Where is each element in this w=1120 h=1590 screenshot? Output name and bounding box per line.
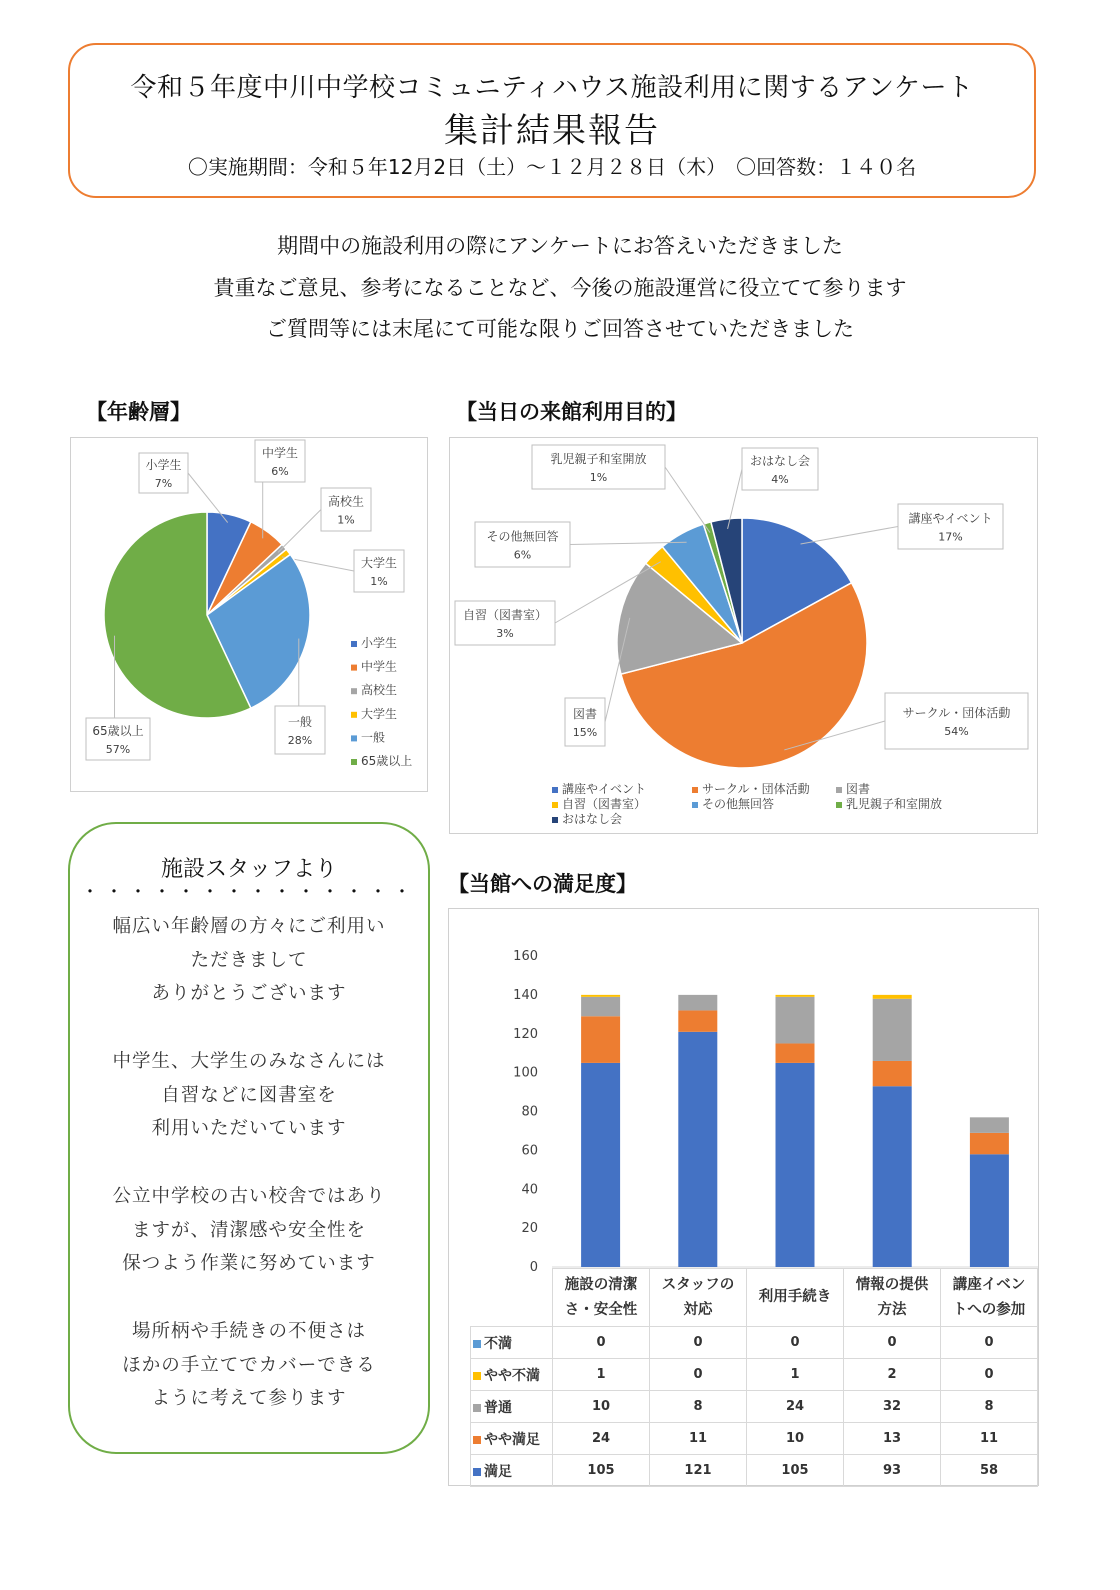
callout-leader xyxy=(801,527,898,545)
header-box xyxy=(68,43,1036,198)
series-label: やや満足 xyxy=(471,1423,553,1455)
table-row xyxy=(471,1327,1038,1359)
slice-value: 57% xyxy=(105,743,131,756)
table-cell: 2 xyxy=(844,1359,941,1391)
satisfaction-bar-chart xyxy=(448,908,1039,1278)
series-label: やや不満 xyxy=(471,1359,553,1391)
intro-line-2: 貴重なご意見、参考になることなど、今後の施設運営に役立てて参ります xyxy=(213,276,907,300)
legend-swatch xyxy=(552,787,558,793)
series-swatch xyxy=(473,1340,481,1348)
bar-segment xyxy=(970,1154,1009,1267)
table-cell: 105 xyxy=(553,1455,650,1487)
legend-label: 講座やイベント xyxy=(562,782,647,796)
callout-box xyxy=(885,693,1028,749)
bar-segment xyxy=(873,999,912,1061)
bar-segment xyxy=(970,1133,1009,1154)
table-cell: 32 xyxy=(844,1391,941,1423)
category-label: 情報の提供 方法 xyxy=(844,1269,941,1327)
bar-segment xyxy=(678,1010,717,1031)
bar-segment xyxy=(581,1063,620,1267)
table-cell: 93 xyxy=(844,1455,941,1487)
table-cell: 0 xyxy=(553,1327,650,1359)
legend-label: 図書 xyxy=(846,782,871,796)
table-cell: 0 xyxy=(650,1327,747,1359)
satisfaction-data-table xyxy=(470,1268,1038,1487)
y-tick-label: 160 xyxy=(513,949,538,964)
legend-swatch xyxy=(351,759,357,765)
staff-message-box xyxy=(68,822,430,1454)
slice-value: 1% xyxy=(370,575,388,588)
bar-segment xyxy=(581,1016,620,1063)
category-label: 利用手続き xyxy=(747,1269,844,1327)
series-swatch xyxy=(473,1372,481,1380)
legend-label: サークル・団体活動 xyxy=(702,782,810,796)
bar-segment xyxy=(776,1063,815,1267)
y-tick-label: 60 xyxy=(521,1143,538,1159)
table-cell: 11 xyxy=(941,1423,1038,1455)
age-chart-title: 【年齢層】 xyxy=(86,400,191,424)
y-tick-label: 20 xyxy=(521,1221,538,1237)
slice-value: 54% xyxy=(944,725,969,738)
legend-label: 自習（図書室） xyxy=(562,797,647,811)
series-swatch xyxy=(473,1468,481,1476)
purpose-chart-title: 【当日の来館利用目的】 xyxy=(456,400,687,424)
legend-label: 一般 xyxy=(361,730,386,745)
table-cell: 13 xyxy=(844,1423,941,1455)
staff-line: 公立中学校の古い校舎ではあり xyxy=(112,1186,386,1207)
series-label: 満足 xyxy=(471,1455,553,1487)
legend-label: 中学生 xyxy=(361,659,398,674)
slice-value: 6% xyxy=(271,465,289,478)
staff-line: 利用いただいています xyxy=(151,1118,347,1139)
age-chart-frame xyxy=(70,437,428,792)
report-title: 集計結果報告 xyxy=(444,111,660,151)
slice-value: 15% xyxy=(572,726,598,739)
legend-swatch xyxy=(836,787,842,793)
series-swatch xyxy=(473,1404,481,1412)
table-cell: 0 xyxy=(747,1327,844,1359)
staff-line: ように考えて参ります xyxy=(151,1388,347,1409)
table-cell: 10 xyxy=(553,1391,650,1423)
slice-value: 3% xyxy=(496,627,514,640)
legend-swatch xyxy=(692,787,698,793)
slice-label: 講座やイベント xyxy=(908,511,993,526)
table-cell: 121 xyxy=(650,1455,747,1487)
slice-label: 図書 xyxy=(572,707,598,721)
table-cell: 0 xyxy=(650,1359,747,1391)
y-tick-label: 120 xyxy=(513,1026,538,1042)
bar-segment xyxy=(776,1043,815,1062)
slice-label: おはなし会 xyxy=(749,454,811,468)
table-cell: 10 xyxy=(747,1423,844,1455)
slice-value: 17% xyxy=(938,530,963,544)
survey-info: 〇実施期間：令和５年12月2日（土）～１２月２８日（木） 〇回答数：１４０名 xyxy=(187,155,917,179)
slice-label: サークル・団体活動 xyxy=(902,706,1011,720)
slice-value: 28% xyxy=(287,734,313,747)
legend-label: 65歳以上 xyxy=(361,754,413,768)
legend-label: その他無回答 xyxy=(702,797,775,811)
slice-label: 大学生 xyxy=(360,556,398,570)
table-cell: 58 xyxy=(941,1455,1038,1487)
series-label: 不満 xyxy=(471,1327,553,1359)
y-tick-label: 100 xyxy=(513,1065,538,1081)
series-label: 普通 xyxy=(471,1391,553,1423)
table-cell: 24 xyxy=(747,1391,844,1423)
slice-label: 自習（図書室） xyxy=(462,608,548,622)
survey-title: 令和５年度中川中学校コミュニティハウス施設利用に関するアンケート xyxy=(130,73,974,103)
slice-value: 1% xyxy=(589,471,608,484)
staff-dots: ・・・・・・・・・・・・・・ xyxy=(81,882,417,903)
bar-segment xyxy=(678,995,717,1011)
purpose-pie-chart xyxy=(450,438,1039,835)
staff-line: ますが、清潔感や安全性を xyxy=(131,1220,366,1241)
table-cell: 1 xyxy=(553,1359,650,1391)
y-tick-label: 40 xyxy=(521,1182,538,1198)
table-cell: 24 xyxy=(553,1423,650,1455)
purpose-chart-frame xyxy=(449,437,1038,834)
callout-leader xyxy=(278,510,321,553)
table-cell: 105 xyxy=(747,1455,844,1487)
category-label: スタッフの 対応 xyxy=(650,1269,747,1327)
age-pie-chart xyxy=(71,438,429,793)
staff-title: 施設スタッフより xyxy=(160,857,337,882)
bar-segment xyxy=(873,1061,912,1086)
legend-swatch xyxy=(351,665,357,671)
staff-line: 中学生、大学生のみなさんには xyxy=(112,1051,386,1072)
legend-label: 乳児親子和室開放 xyxy=(846,797,943,811)
slice-value: 7% xyxy=(154,477,173,490)
staff-line: ただきまして xyxy=(190,950,308,971)
slice-label: その他無回答 xyxy=(486,529,559,544)
legend-label: 高校生 xyxy=(361,683,398,698)
staff-line: 保つよう作業に努めています xyxy=(122,1253,376,1274)
bar-segment xyxy=(581,995,620,997)
category-label: 講座イベン トへの参加 xyxy=(941,1269,1038,1327)
slice-value: 4% xyxy=(771,473,789,486)
table-cell: 8 xyxy=(650,1391,747,1423)
bar-segment xyxy=(776,995,815,997)
table-row xyxy=(471,1359,1038,1391)
slice-label: 高校生 xyxy=(327,494,365,509)
staff-line: 自習などに図書室を xyxy=(161,1085,337,1106)
table-cell: 1 xyxy=(747,1359,844,1391)
slice-value: 1% xyxy=(337,513,355,527)
table-cell: 0 xyxy=(941,1327,1038,1359)
callout-leader xyxy=(665,467,710,533)
legend-swatch xyxy=(351,688,357,694)
slice-label: 中学生 xyxy=(261,446,299,460)
table-row xyxy=(471,1423,1038,1455)
staff-line: 幅広い年齢層の方々にご利用い xyxy=(112,916,386,937)
staff-line: 場所柄や手続きの不便さは xyxy=(131,1321,366,1342)
bar-segment xyxy=(873,995,912,999)
staff-line: ほかの手立てでカバーできる xyxy=(122,1355,376,1376)
slice-value: 6% xyxy=(513,548,532,562)
table-category-row xyxy=(471,1269,1038,1327)
category-label: 施設の清潔 さ・安全性 xyxy=(553,1269,650,1327)
legend-swatch xyxy=(351,712,357,718)
slice-label: 一般 xyxy=(287,715,313,729)
table-cell: 11 xyxy=(650,1423,747,1455)
legend-label: 大学生 xyxy=(361,706,398,721)
y-tick-label: 80 xyxy=(521,1104,538,1120)
table-row xyxy=(471,1391,1038,1423)
satisfaction-chart-title: 【当館への満足度】 xyxy=(448,872,637,896)
legend-label: 小学生 xyxy=(361,636,398,650)
legend-swatch xyxy=(552,802,558,808)
table-cell: 8 xyxy=(941,1391,1038,1423)
legend-swatch xyxy=(836,802,842,808)
bar-segment xyxy=(776,997,815,1044)
y-tick-label: 0 xyxy=(529,1260,538,1275)
table-cell: 0 xyxy=(844,1327,941,1359)
bar-segment xyxy=(970,1117,1009,1133)
table-corner xyxy=(471,1269,553,1327)
slice-label: 65歳以上 xyxy=(92,724,144,738)
bar-segment xyxy=(678,1032,717,1267)
slice-label: 小学生 xyxy=(145,458,182,472)
intro-line-1: 期間中の施設利用の際にアンケートにお答えいただきました xyxy=(277,234,843,258)
y-tick-label: 140 xyxy=(513,987,538,1003)
bar-segment xyxy=(873,1086,912,1267)
legend-label: おはなし会 xyxy=(562,812,623,826)
table-row xyxy=(471,1455,1038,1487)
slice-label: 乳児親子和室開放 xyxy=(550,452,647,466)
table-cell: 0 xyxy=(941,1359,1038,1391)
series-swatch xyxy=(473,1436,481,1444)
legend-swatch xyxy=(351,735,357,741)
staff-line: ありがとうございます xyxy=(151,983,347,1004)
legend-swatch xyxy=(692,802,698,808)
legend-swatch xyxy=(351,641,357,647)
legend-swatch xyxy=(552,817,558,823)
bar-segment xyxy=(581,997,620,1016)
intro-line-3: ご質問等には末尾にて可能な限りご回答させていただきました xyxy=(266,317,854,341)
